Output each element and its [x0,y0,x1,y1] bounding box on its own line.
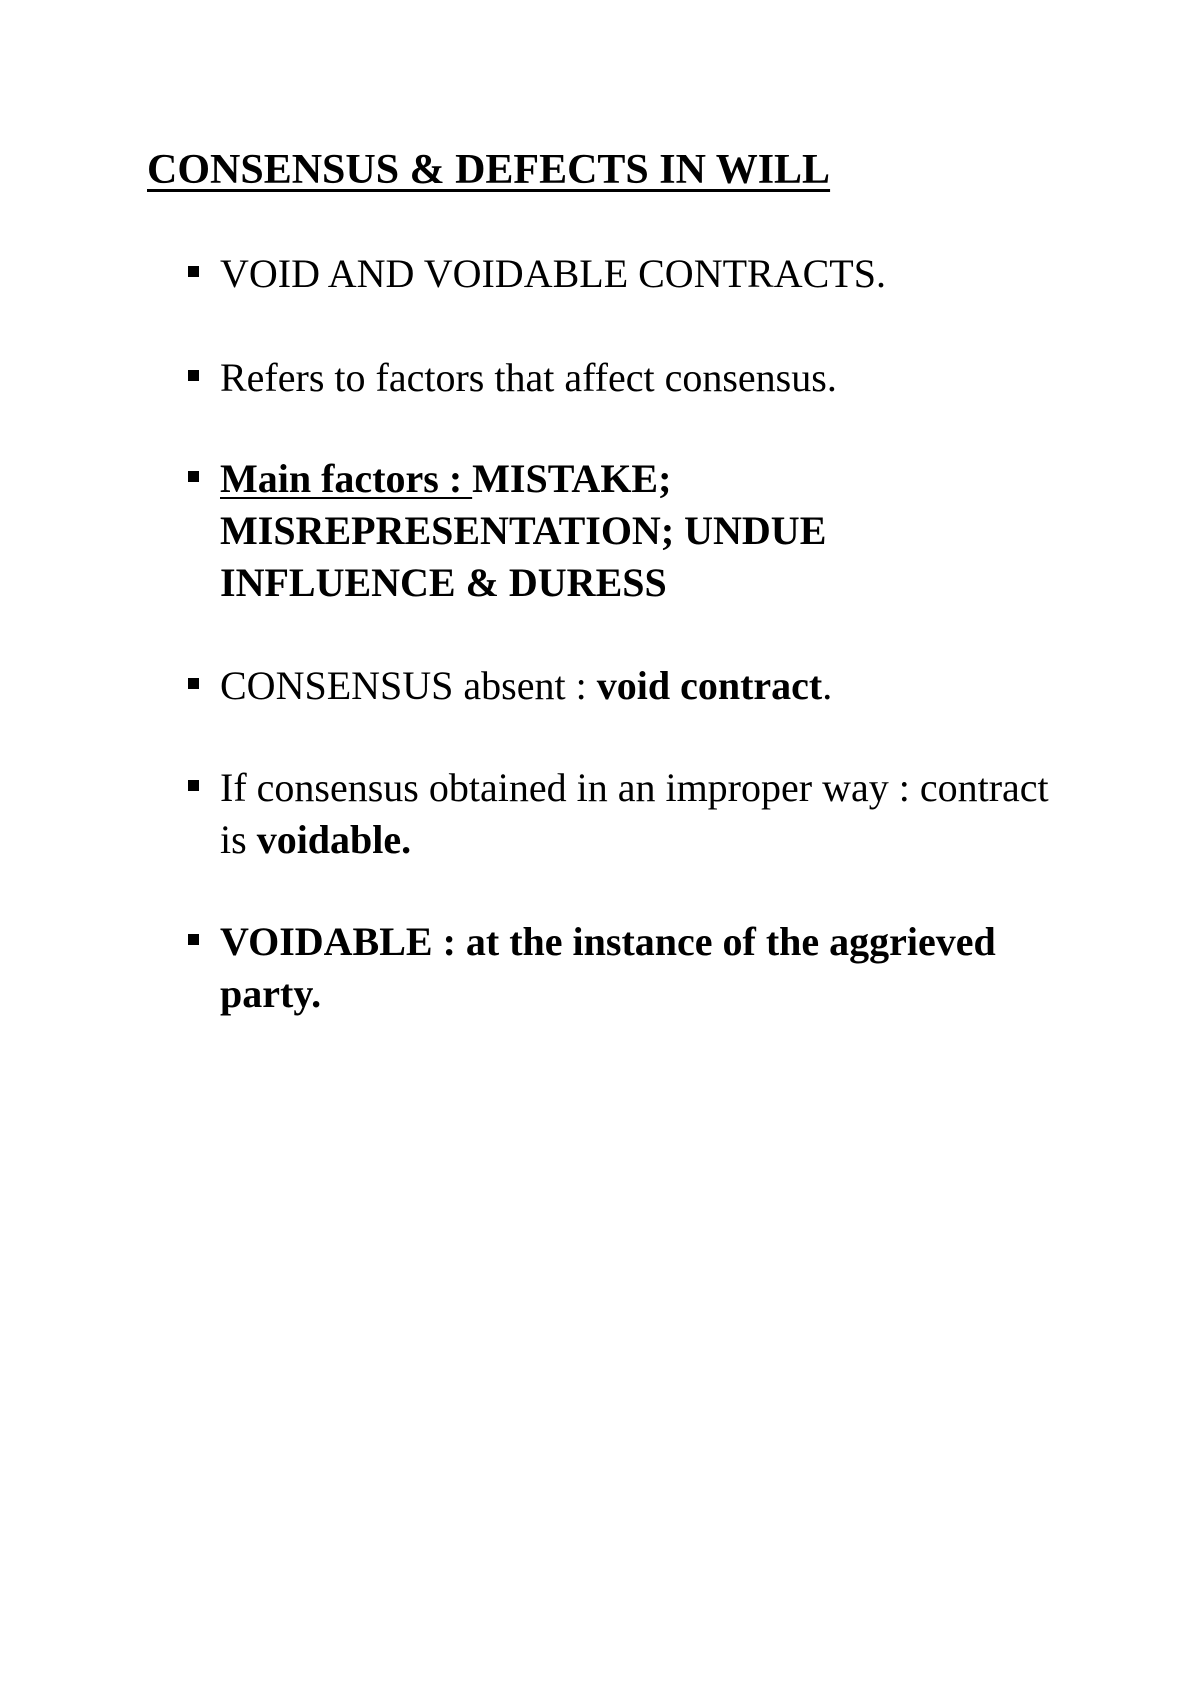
list-item [188,762,1068,866]
bullet-text [220,660,1068,712]
square-bullet-icon [188,780,199,791]
list-item [188,352,1068,404]
page-title: CONSENSUS & DEFECTS IN WILL [147,147,831,193]
list-item [188,660,1068,712]
bullet-text: Refers to factors that affect consensus. [220,355,837,400]
bullet-text: VOIDABLE : at the instance of the aggrieved party. [220,919,996,1016]
square-bullet-icon [188,266,199,277]
bullet-prefix: If consensus obtained in an improper way : contract is [220,765,1049,862]
bullet-text [220,453,1068,609]
square-bullet-icon [188,934,199,945]
bullet-suffix: . [822,663,833,708]
square-bullet-icon [188,370,199,381]
list-item [188,248,1068,300]
bullet-prefix: CONSENSUS absent : [220,663,597,708]
bullet-emphasis: void contract [596,663,823,708]
main-factors-list: MISTAKE; MISREPRESENTATION; UNDUE INFLUENCE & DURESS [220,456,827,605]
square-bullet-icon [188,471,199,482]
square-bullet-icon [188,678,199,689]
bullet-emphasis: voidable. [256,817,412,862]
main-factors-label: Main factors : [220,456,473,501]
bullet-text: VOID AND VOIDABLE CONTRACTS. [220,251,886,296]
list-item [188,453,1068,609]
list-item [188,916,1068,1020]
bullet-text [220,762,1068,866]
